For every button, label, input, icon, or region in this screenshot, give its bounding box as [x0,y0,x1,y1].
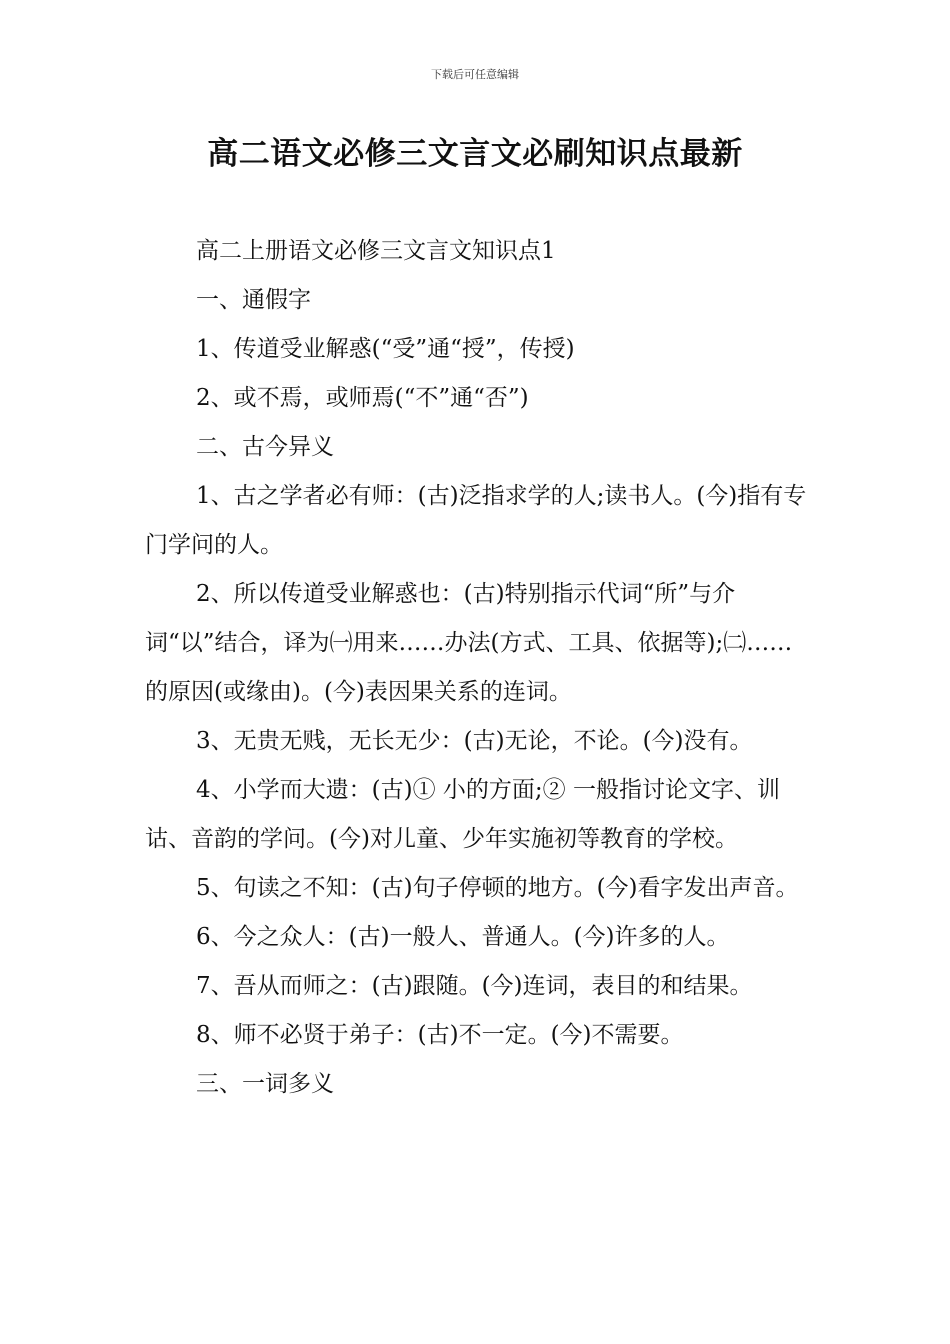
document-title: 高二语文必修三文言文必刷知识点最新 [207,136,743,172]
paragraph: 2、所以传道受业解惑也：(古)特别指示代词“所”与介词“以”结合，译为㈠用来……办法(方式、工具、依据等);㈡……的原因(或缘由)。(今)表因果关系的连词。 [145,581,793,705]
paragraph: 7、吾从而师之：(古)跟随。(今)连词，表目的和结果。 [196,973,753,999]
paragraph: 1、传道受业解惑(“受”通“授”，传授) [196,336,575,362]
paragraph: 3、无贵无贱，无长无少：(古)无论，不论。(今)没有。 [196,728,753,754]
section-heading: 三、一词多义 [196,1071,334,1097]
paragraph: 5、句读之不知：(古)句子停顿的地方。(今)看字发出声音。 [196,875,799,901]
paragraph: 8、师不必贤于弟子：(古)不一定。(今)不需要。 [196,1022,684,1048]
document-body [145,227,815,1109]
paragraph: 6、今之众人：(古)一般人、普通人。(今)许多的人。 [196,924,730,950]
paragraph: 1、古之学者必有师：(古)泛指求学的人;读书人。(今)指有专门学问的人。 [145,483,807,558]
paragraph: 4、小学而大遗：(古)① 小的方面;② 一般指讨论文字、训诂、音韵的学问。(今)对儿童、少年实施初等教育的学校。 [145,777,780,852]
paragraph: 2、或不焉，或师焉(“不”通“否”) [196,385,529,411]
section-heading: 一、通假字 [196,287,311,313]
paragraph: 高二上册语文必修三文言文知识点1 [196,238,556,264]
section-heading: 二、古今异义 [196,434,334,460]
header-note: 下载后可任意编辑 [431,68,519,81]
